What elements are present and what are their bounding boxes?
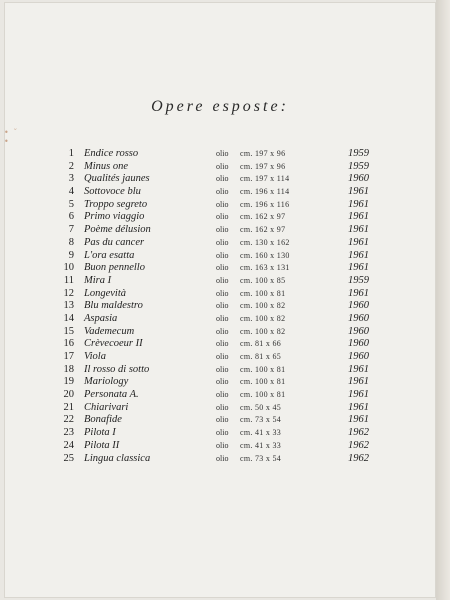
- list-item: [4, 326, 436, 339]
- work-number: 17: [63, 351, 74, 362]
- page-edge: [436, 0, 450, 600]
- work-technique: olio: [216, 440, 229, 450]
- list-item: [4, 250, 436, 263]
- work-number: 14: [63, 312, 74, 324]
- work-title: Lingua classica: [84, 452, 151, 464]
- work-title: Troppo segreto: [84, 198, 148, 210]
- work-year: 1961: [348, 389, 369, 401]
- work-dimensions: cm. 81 x 65: [240, 352, 282, 361]
- work-dimensions: cm. 197 x 96: [240, 161, 286, 171]
- work-number: 12: [63, 287, 74, 299]
- work-title: Il rosso di sotto: [84, 363, 150, 375]
- list-item: [4, 338, 436, 351]
- list-item: [4, 402, 436, 415]
- list-item: [4, 186, 436, 199]
- list-item: [4, 148, 436, 161]
- work-number: 7: [68, 224, 74, 236]
- list-item: [4, 351, 436, 364]
- work-year: 1961: [348, 414, 369, 426]
- work-technique: olio: [216, 415, 229, 425]
- work-title: Endice rosso: [84, 148, 139, 159]
- work-year: 1960: [348, 300, 369, 312]
- work-title: Pas du cancer: [84, 236, 145, 248]
- work-number: 16: [63, 338, 74, 350]
- work-dimensions: cm. 81 x 66: [240, 339, 282, 349]
- work-dimensions: cm. 196 x 114: [240, 187, 290, 197]
- work-year: 1961: [348, 287, 369, 299]
- work-year: 1961: [348, 211, 369, 223]
- page-title: Opere esposte:: [151, 98, 289, 115]
- work-year: 1960: [348, 312, 369, 324]
- list-item: [4, 453, 436, 466]
- list-item: [4, 211, 436, 224]
- work-title: Primo viaggio: [84, 211, 145, 223]
- work-dimensions: cm. 73 x 54: [240, 453, 282, 463]
- work-dimensions: cm. 163 x 131: [240, 263, 290, 273]
- list-item: [4, 414, 436, 427]
- work-year: 1961: [348, 224, 369, 236]
- work-technique: olio: [216, 339, 229, 349]
- work-dimensions: cm. 100 x 82: [240, 301, 286, 311]
- work-number: 23: [63, 427, 74, 439]
- paper-stain: • ˘ •: [4, 128, 19, 146]
- work-dimensions: cm. 73 x 54: [240, 415, 282, 425]
- work-title: Chiarivari: [84, 401, 129, 413]
- work-number: 21: [63, 401, 74, 413]
- list-item: [4, 262, 436, 275]
- work-technique: olio: [216, 288, 229, 298]
- list-item: [4, 313, 436, 326]
- list-item: [4, 288, 436, 301]
- work-title: Aspasia: [84, 312, 118, 324]
- work-title: Qualités jaunes: [84, 173, 150, 185]
- work-title: L'ora esatta: [84, 249, 135, 261]
- work-technique: olio: [216, 301, 229, 311]
- work-number: 5: [68, 198, 74, 210]
- work-technique: olio: [216, 326, 229, 336]
- work-number: 3: [68, 173, 74, 185]
- work-technique: olio: [216, 187, 229, 197]
- work-dimensions: cm. 162 x 97: [240, 212, 286, 222]
- work-number: 8: [68, 236, 74, 248]
- list-item: [4, 300, 436, 313]
- work-technique: olio: [216, 453, 229, 463]
- work-technique: olio: [216, 377, 229, 387]
- work-year: 1960: [348, 338, 369, 350]
- work-year: 1962: [348, 427, 369, 439]
- work-number: 18: [63, 363, 74, 375]
- work-technique: olio: [216, 352, 229, 361]
- work-technique: olio: [216, 237, 229, 247]
- work-title: Bonafide: [84, 414, 122, 426]
- work-title: Sottovoce blu: [84, 186, 141, 198]
- work-year: 1961: [348, 376, 369, 388]
- work-technique: olio: [216, 428, 229, 438]
- list-item: [4, 376, 436, 389]
- work-dimensions: cm. 160 x 130: [240, 250, 290, 260]
- work-title: Minus one: [84, 160, 129, 172]
- work-technique: olio: [216, 174, 229, 184]
- work-year: 1959: [348, 274, 369, 286]
- work-dimensions: cm. 100 x 81: [240, 377, 286, 387]
- work-number: 19: [63, 376, 74, 388]
- list-item: [4, 427, 436, 440]
- work-number: 24: [63, 439, 74, 451]
- work-year: 1960: [348, 351, 369, 362]
- work-dimensions: cm. 100 x 81: [240, 390, 286, 400]
- work-number: 13: [63, 300, 74, 312]
- work-dimensions: cm. 100 x 81: [240, 364, 286, 374]
- work-dimensions: cm. 130 x 162: [240, 237, 290, 247]
- work-number: 22: [63, 414, 74, 426]
- work-technique: olio: [216, 225, 229, 235]
- work-technique: olio: [216, 263, 229, 273]
- work-title: Mariology: [84, 376, 129, 388]
- work-number: 2: [68, 160, 74, 172]
- work-title: Mira I: [84, 274, 112, 286]
- work-technique: olio: [216, 364, 229, 374]
- list-item: [4, 237, 436, 250]
- work-title: Blu maldestro: [84, 300, 143, 312]
- work-title: Longevità: [84, 287, 126, 299]
- work-year: 1962: [348, 439, 369, 451]
- work-number: 25: [63, 452, 74, 464]
- list-item: [4, 224, 436, 237]
- work-technique: olio: [216, 149, 229, 158]
- work-dimensions: cm. 41 x 33: [240, 428, 282, 438]
- list-item: [4, 173, 436, 186]
- work-year: 1960: [348, 173, 369, 185]
- list-item: [4, 389, 436, 402]
- work-number: 15: [63, 325, 74, 337]
- work-year: 1961: [348, 249, 369, 261]
- work-dimensions: cm. 100 x 81: [240, 288, 286, 298]
- list-item: [4, 440, 436, 453]
- work-title: Pilota I: [84, 427, 116, 439]
- work-dimensions: cm. 100 x 82: [240, 313, 286, 323]
- work-technique: olio: [216, 275, 229, 285]
- work-year: 1959: [348, 148, 369, 159]
- work-number: 6: [68, 211, 74, 223]
- work-number: 9: [68, 249, 74, 261]
- work-year: 1962: [348, 452, 369, 464]
- work-title: Poème délusion: [84, 224, 151, 236]
- list-item: [4, 199, 436, 212]
- list-item: [4, 275, 436, 288]
- works-list: [4, 148, 436, 465]
- work-technique: olio: [216, 161, 229, 171]
- work-title: Crèvecoeur II: [84, 338, 143, 350]
- work-dimensions: cm. 197 x 114: [240, 174, 290, 184]
- work-title: Buon pennello: [84, 262, 145, 274]
- work-year: 1961: [348, 401, 369, 413]
- work-technique: olio: [216, 402, 229, 412]
- work-year: 1959: [348, 160, 369, 172]
- work-technique: olio: [216, 313, 229, 323]
- work-title: Personata A.: [84, 389, 139, 401]
- work-title: Viola: [84, 351, 106, 362]
- work-number: 1: [68, 148, 74, 159]
- work-technique: olio: [216, 199, 229, 209]
- work-title: Pilota II: [84, 439, 120, 451]
- work-technique: olio: [216, 390, 229, 400]
- work-number: 11: [63, 274, 74, 286]
- document-page: [4, 2, 436, 598]
- work-dimensions: cm. 50 x 45: [240, 402, 282, 412]
- list-item: [4, 161, 436, 174]
- work-technique: olio: [216, 212, 229, 222]
- work-year: 1961: [348, 236, 369, 248]
- work-dimensions: cm. 196 x 116: [240, 199, 290, 209]
- work-year: 1960: [348, 325, 369, 337]
- work-year: 1961: [348, 363, 369, 375]
- work-technique: olio: [216, 250, 229, 260]
- work-year: 1961: [348, 262, 369, 274]
- work-dimensions: cm. 197 x 96: [240, 149, 286, 158]
- work-dimensions: cm. 100 x 82: [240, 326, 286, 336]
- work-dimensions: cm. 41 x 33: [240, 440, 282, 450]
- work-dimensions: cm. 162 x 97: [240, 225, 286, 235]
- work-year: 1961: [348, 198, 369, 210]
- list-item: [4, 364, 436, 377]
- work-number: 10: [63, 262, 74, 274]
- work-dimensions: cm. 100 x 85: [240, 275, 286, 285]
- work-number: 4: [68, 186, 74, 198]
- work-year: 1961: [348, 186, 369, 198]
- work-title: Vademecum: [84, 325, 135, 337]
- work-number: 20: [63, 389, 74, 401]
